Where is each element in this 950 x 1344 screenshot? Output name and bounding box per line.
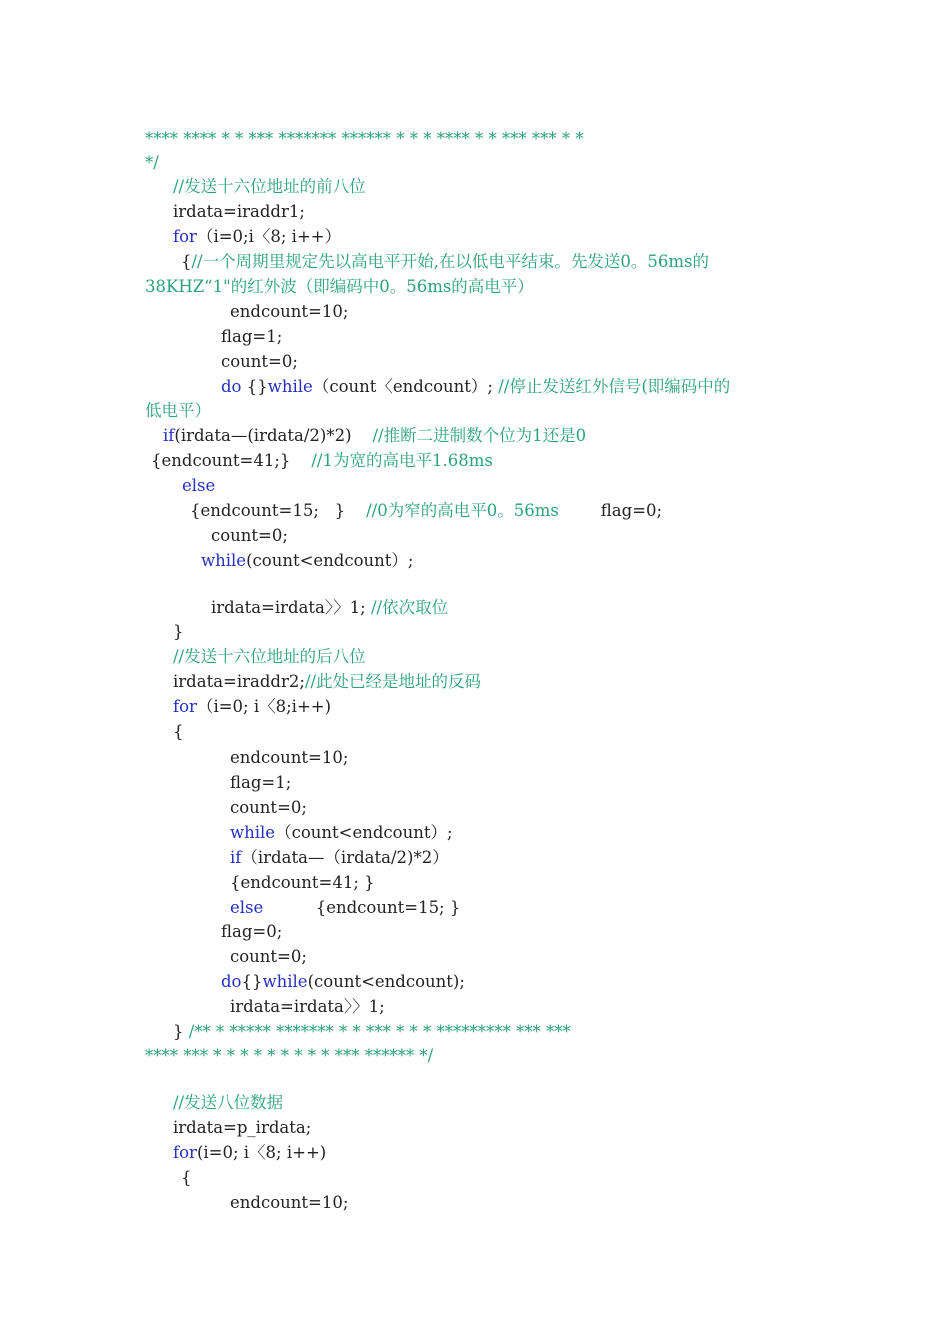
code-text: {} bbox=[241, 972, 263, 991]
code-text: irdata=irdata〉〉1; bbox=[230, 997, 385, 1016]
code-text: （i=0;i〈8; i++） bbox=[196, 227, 342, 246]
code-line bbox=[145, 275, 534, 299]
code-keyword: for bbox=[173, 697, 197, 716]
code-line bbox=[190, 499, 662, 523]
code-comment: **** *** * * * * * * * * * *** ****** */ bbox=[145, 1046, 434, 1065]
code-text: flag=0; bbox=[558, 501, 663, 520]
code-text: flag=0; bbox=[221, 922, 283, 941]
code-line bbox=[230, 995, 385, 1019]
code-comment: //发送十六位地址的前八位 bbox=[173, 177, 366, 196]
code-line bbox=[145, 1044, 433, 1068]
code-keyword: while bbox=[230, 823, 276, 842]
code-comment: //发送十六位地址的后八位 bbox=[173, 647, 366, 666]
code-comment: **** **** * * *** ******* ****** * * * **** * * *** *** * * bbox=[145, 129, 584, 148]
code-line bbox=[173, 175, 366, 199]
code-text: (i=0; i〈8; i++) bbox=[196, 1143, 327, 1162]
code-line bbox=[230, 945, 307, 969]
code-text: irdata=iraddr2; bbox=[173, 672, 305, 691]
code-line bbox=[173, 1020, 571, 1044]
code-text: endcount=10; bbox=[230, 1193, 349, 1212]
code-comment: //0为窄的高电平0。56ms bbox=[366, 501, 559, 520]
code-keyword: if bbox=[230, 848, 242, 867]
code-line bbox=[221, 325, 282, 349]
code-text: { bbox=[181, 252, 192, 271]
code-line bbox=[230, 896, 460, 920]
code-line bbox=[211, 596, 448, 620]
code-line bbox=[221, 375, 730, 399]
code-text: {endcount=15; } bbox=[190, 501, 367, 520]
code-line bbox=[173, 1116, 311, 1140]
code-line bbox=[230, 821, 453, 845]
code-line bbox=[230, 771, 291, 795]
code-line bbox=[173, 1091, 283, 1115]
code-line bbox=[182, 474, 215, 498]
code-text: (count<endcount）; bbox=[246, 551, 414, 570]
code-line bbox=[221, 970, 465, 994]
code-text: flag=1; bbox=[221, 327, 283, 346]
code-comment: //此处已经是地址的反码 bbox=[304, 672, 482, 691]
code-text: {endcount=41;} bbox=[151, 451, 312, 470]
code-keyword: for bbox=[173, 227, 197, 246]
code-keyword: while bbox=[262, 972, 308, 991]
code-text: count=0; bbox=[221, 352, 298, 371]
code-keyword: else bbox=[182, 476, 216, 495]
code-line bbox=[151, 449, 493, 473]
code-line bbox=[230, 746, 348, 770]
code-line bbox=[230, 796, 307, 820]
code-line bbox=[173, 225, 341, 249]
code-text: irdata=p_irdata; bbox=[173, 1118, 312, 1137]
code-line bbox=[173, 670, 481, 694]
code-line bbox=[145, 399, 211, 423]
code-line bbox=[173, 200, 305, 224]
code-line bbox=[230, 871, 375, 895]
code-keyword: for bbox=[173, 1143, 197, 1162]
code-text: {endcount=15; } bbox=[263, 898, 461, 917]
code-line bbox=[181, 1166, 192, 1190]
code-line bbox=[173, 620, 184, 644]
code-comment: 38KHZ“1"的红外波（即编码中0。56ms的高电平） bbox=[145, 277, 534, 296]
code-text: { bbox=[181, 1168, 192, 1187]
code-text: count=0; bbox=[211, 526, 288, 545]
code-comment: //发送八位数据 bbox=[173, 1093, 284, 1112]
code-text: endcount=10; bbox=[230, 302, 349, 321]
code-comment: 低电平） bbox=[145, 401, 211, 420]
code-text: {} bbox=[241, 377, 268, 396]
code-line bbox=[230, 300, 348, 324]
code-line bbox=[221, 920, 282, 944]
code-line bbox=[230, 1191, 348, 1215]
code-line bbox=[173, 720, 184, 744]
code-text: { bbox=[173, 722, 184, 741]
code-text: endcount=10; bbox=[230, 748, 349, 767]
code-line bbox=[181, 250, 709, 274]
code-text: （irdata—（irdata/2)*2） bbox=[241, 848, 449, 867]
code-comment: //依次取位 bbox=[370, 598, 449, 617]
code-line bbox=[173, 645, 366, 669]
code-text: (count<endcount); bbox=[307, 972, 465, 991]
code-comment: /** * ***** ******* * * *** * * * ********* *** *** bbox=[188, 1022, 571, 1041]
code-text: } bbox=[173, 622, 184, 641]
code-line bbox=[221, 350, 298, 374]
code-text: count=0; bbox=[230, 798, 307, 817]
code-keyword: do bbox=[221, 972, 242, 991]
code-keyword: while bbox=[267, 377, 313, 396]
code-line bbox=[211, 524, 288, 548]
code-line bbox=[173, 1141, 326, 1165]
code-text: flag=1; bbox=[230, 773, 292, 792]
code-keyword: if bbox=[163, 426, 175, 445]
code-comment: //1为宽的高电平1.68ms bbox=[311, 451, 493, 470]
code-text: (irdata—(irdata/2)*2) bbox=[174, 426, 373, 445]
code-text: {endcount=41; } bbox=[230, 873, 375, 892]
code-comment: //推断二进制数个位为1还是0 bbox=[372, 426, 587, 445]
code-keyword: else bbox=[230, 898, 264, 917]
code-keyword: do bbox=[221, 377, 242, 396]
code-line bbox=[201, 549, 413, 573]
code-comment: */ bbox=[145, 153, 159, 172]
code-text: （count<endcount）; bbox=[275, 823, 453, 842]
code-line bbox=[145, 151, 159, 175]
code-text: irdata=iraddr1; bbox=[173, 202, 305, 221]
code-text: } bbox=[173, 1022, 189, 1041]
code-line bbox=[173, 695, 331, 719]
code-text: count=0; bbox=[230, 947, 307, 966]
code-text: irdata=irdata〉〉1; bbox=[211, 598, 371, 617]
code-text: （count〈endcount）; bbox=[312, 377, 499, 396]
code-text: （i=0; i〈8;i++) bbox=[196, 697, 332, 716]
code-line bbox=[230, 846, 449, 870]
code-comment: //一个周期里规定先以高电平开始,在以低电平结束。先发送0。56ms的 bbox=[191, 252, 709, 271]
code-line bbox=[145, 127, 584, 151]
code-line bbox=[163, 424, 586, 448]
code-keyword: while bbox=[201, 551, 247, 570]
code-comment: //停止发送红外信号(即编码中的 bbox=[498, 377, 731, 396]
